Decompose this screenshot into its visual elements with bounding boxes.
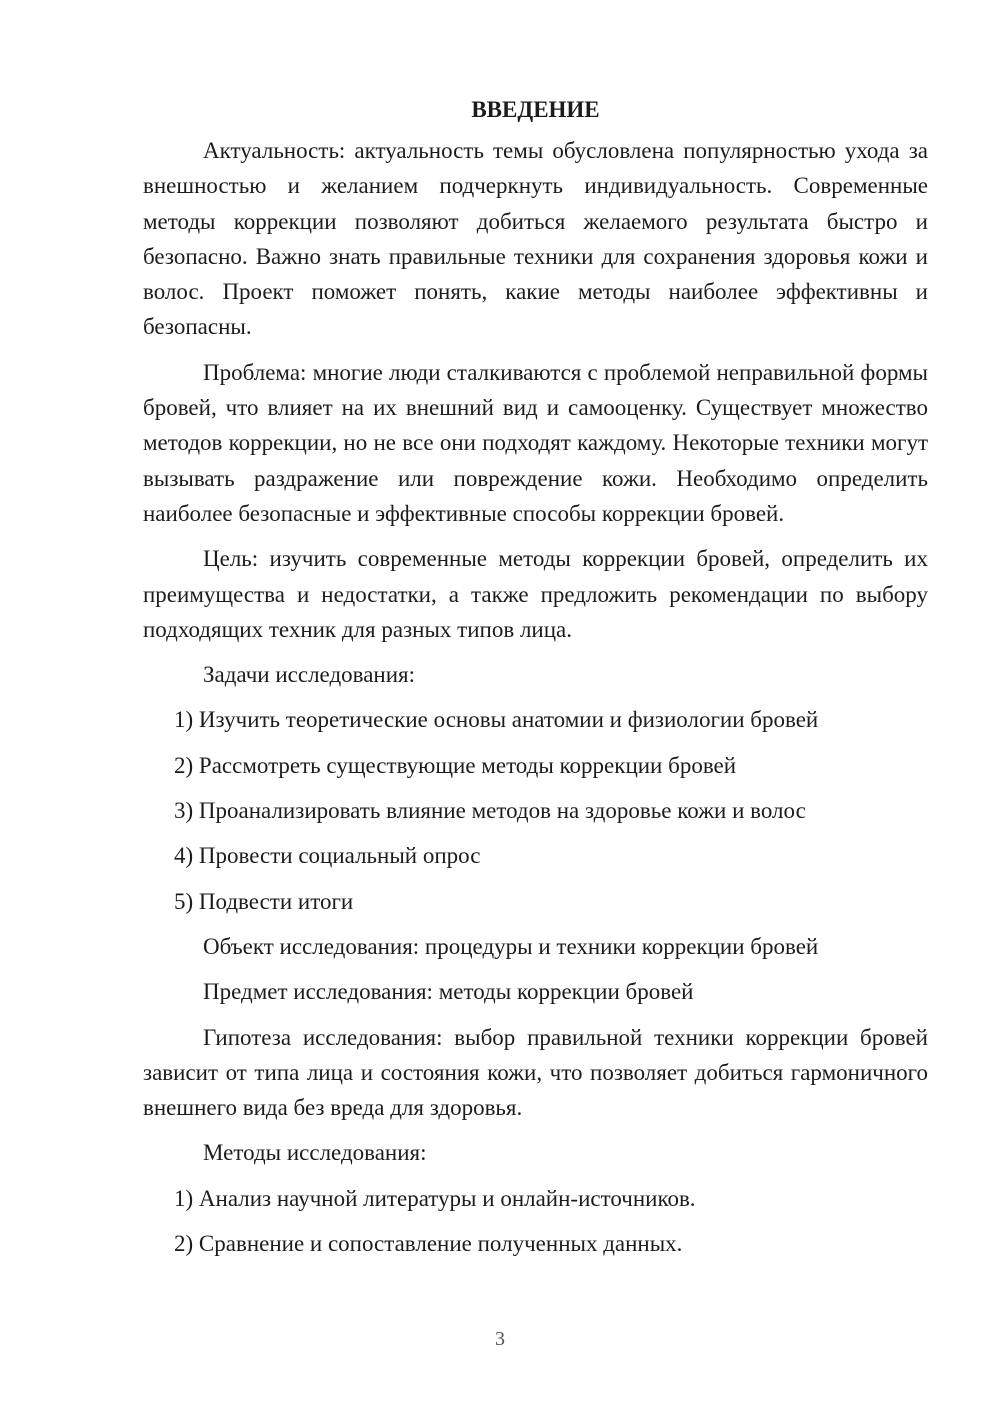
methods-heading: Методы исследования: <box>203 1140 427 1166</box>
hypothesis-paragraph: Гипотеза исследования: выбор правильной техники коррекции бровей зависит от типа лица и состояния кожи, что позволяет добиться гармоничного внешнего вида без вреда для здоровья. <box>143 1024 928 1121</box>
page-number: 3 <box>495 1328 505 1350</box>
list-item: 1) Анализ научной литературы и онлайн-источников. <box>174 1185 696 1211</box>
list-item: 1) Изучить теоретические основы анатомии и физиологии бровей <box>174 707 819 733</box>
goal-paragraph: Цель: изучить современные методы коррекции бровей, определить их преимущества и недостатки, а также предложить рекомендации по выбору подходящих техник для разных типов лица. <box>143 546 928 642</box>
document-page <box>143 92 928 1271</box>
tasks-heading: Задачи исследования: <box>203 662 416 688</box>
list-item: 4) Провести социальный опрос <box>174 843 481 869</box>
object-paragraph: Объект исследования: процедуры и техники коррекции бровей <box>203 933 819 959</box>
page-title: ВВЕДЕНИЕ <box>471 97 600 122</box>
list-item: 2) Сравнение и сопоставление полученных данных. <box>174 1231 683 1257</box>
relevance-paragraph: Актуальность: актуальность темы обусловлена популярностью ухода за внешностью и желанием подчеркнуть индивидуальность. Современные методы коррекции позволяют добиться желаемого результата быстро и безопасно. Важно знать правильные техники для сохранения здоровья кожи и волос. Проект поможет понять, какие методы наиболее эффективны и безопасны. <box>143 138 928 340</box>
problem-paragraph: Проблема: многие люди сталкиваются с проблемой неправильной формы бровей, что влияет на их внешний вид и самооценку. Существует множество методов коррекции, но не все они подходят каждому. Некоторые техники могут вызывать раздражение или повреждение кожи. Необходимо определить наиболее безопасные и эффективные способы коррекции бровей. <box>143 359 928 526</box>
tasks-list <box>143 702 928 918</box>
list-item: 3) Проанализировать влияние методов на здоровье кожи и волос <box>174 798 806 824</box>
methods-list <box>143 1181 928 1262</box>
list-item: 2) Рассмотреть существующие методы коррекции бровей <box>174 752 737 778</box>
list-item: 5) Подвести итоги <box>174 888 354 914</box>
subject-paragraph: Предмет исследования: методы коррекции бровей <box>203 979 694 1005</box>
